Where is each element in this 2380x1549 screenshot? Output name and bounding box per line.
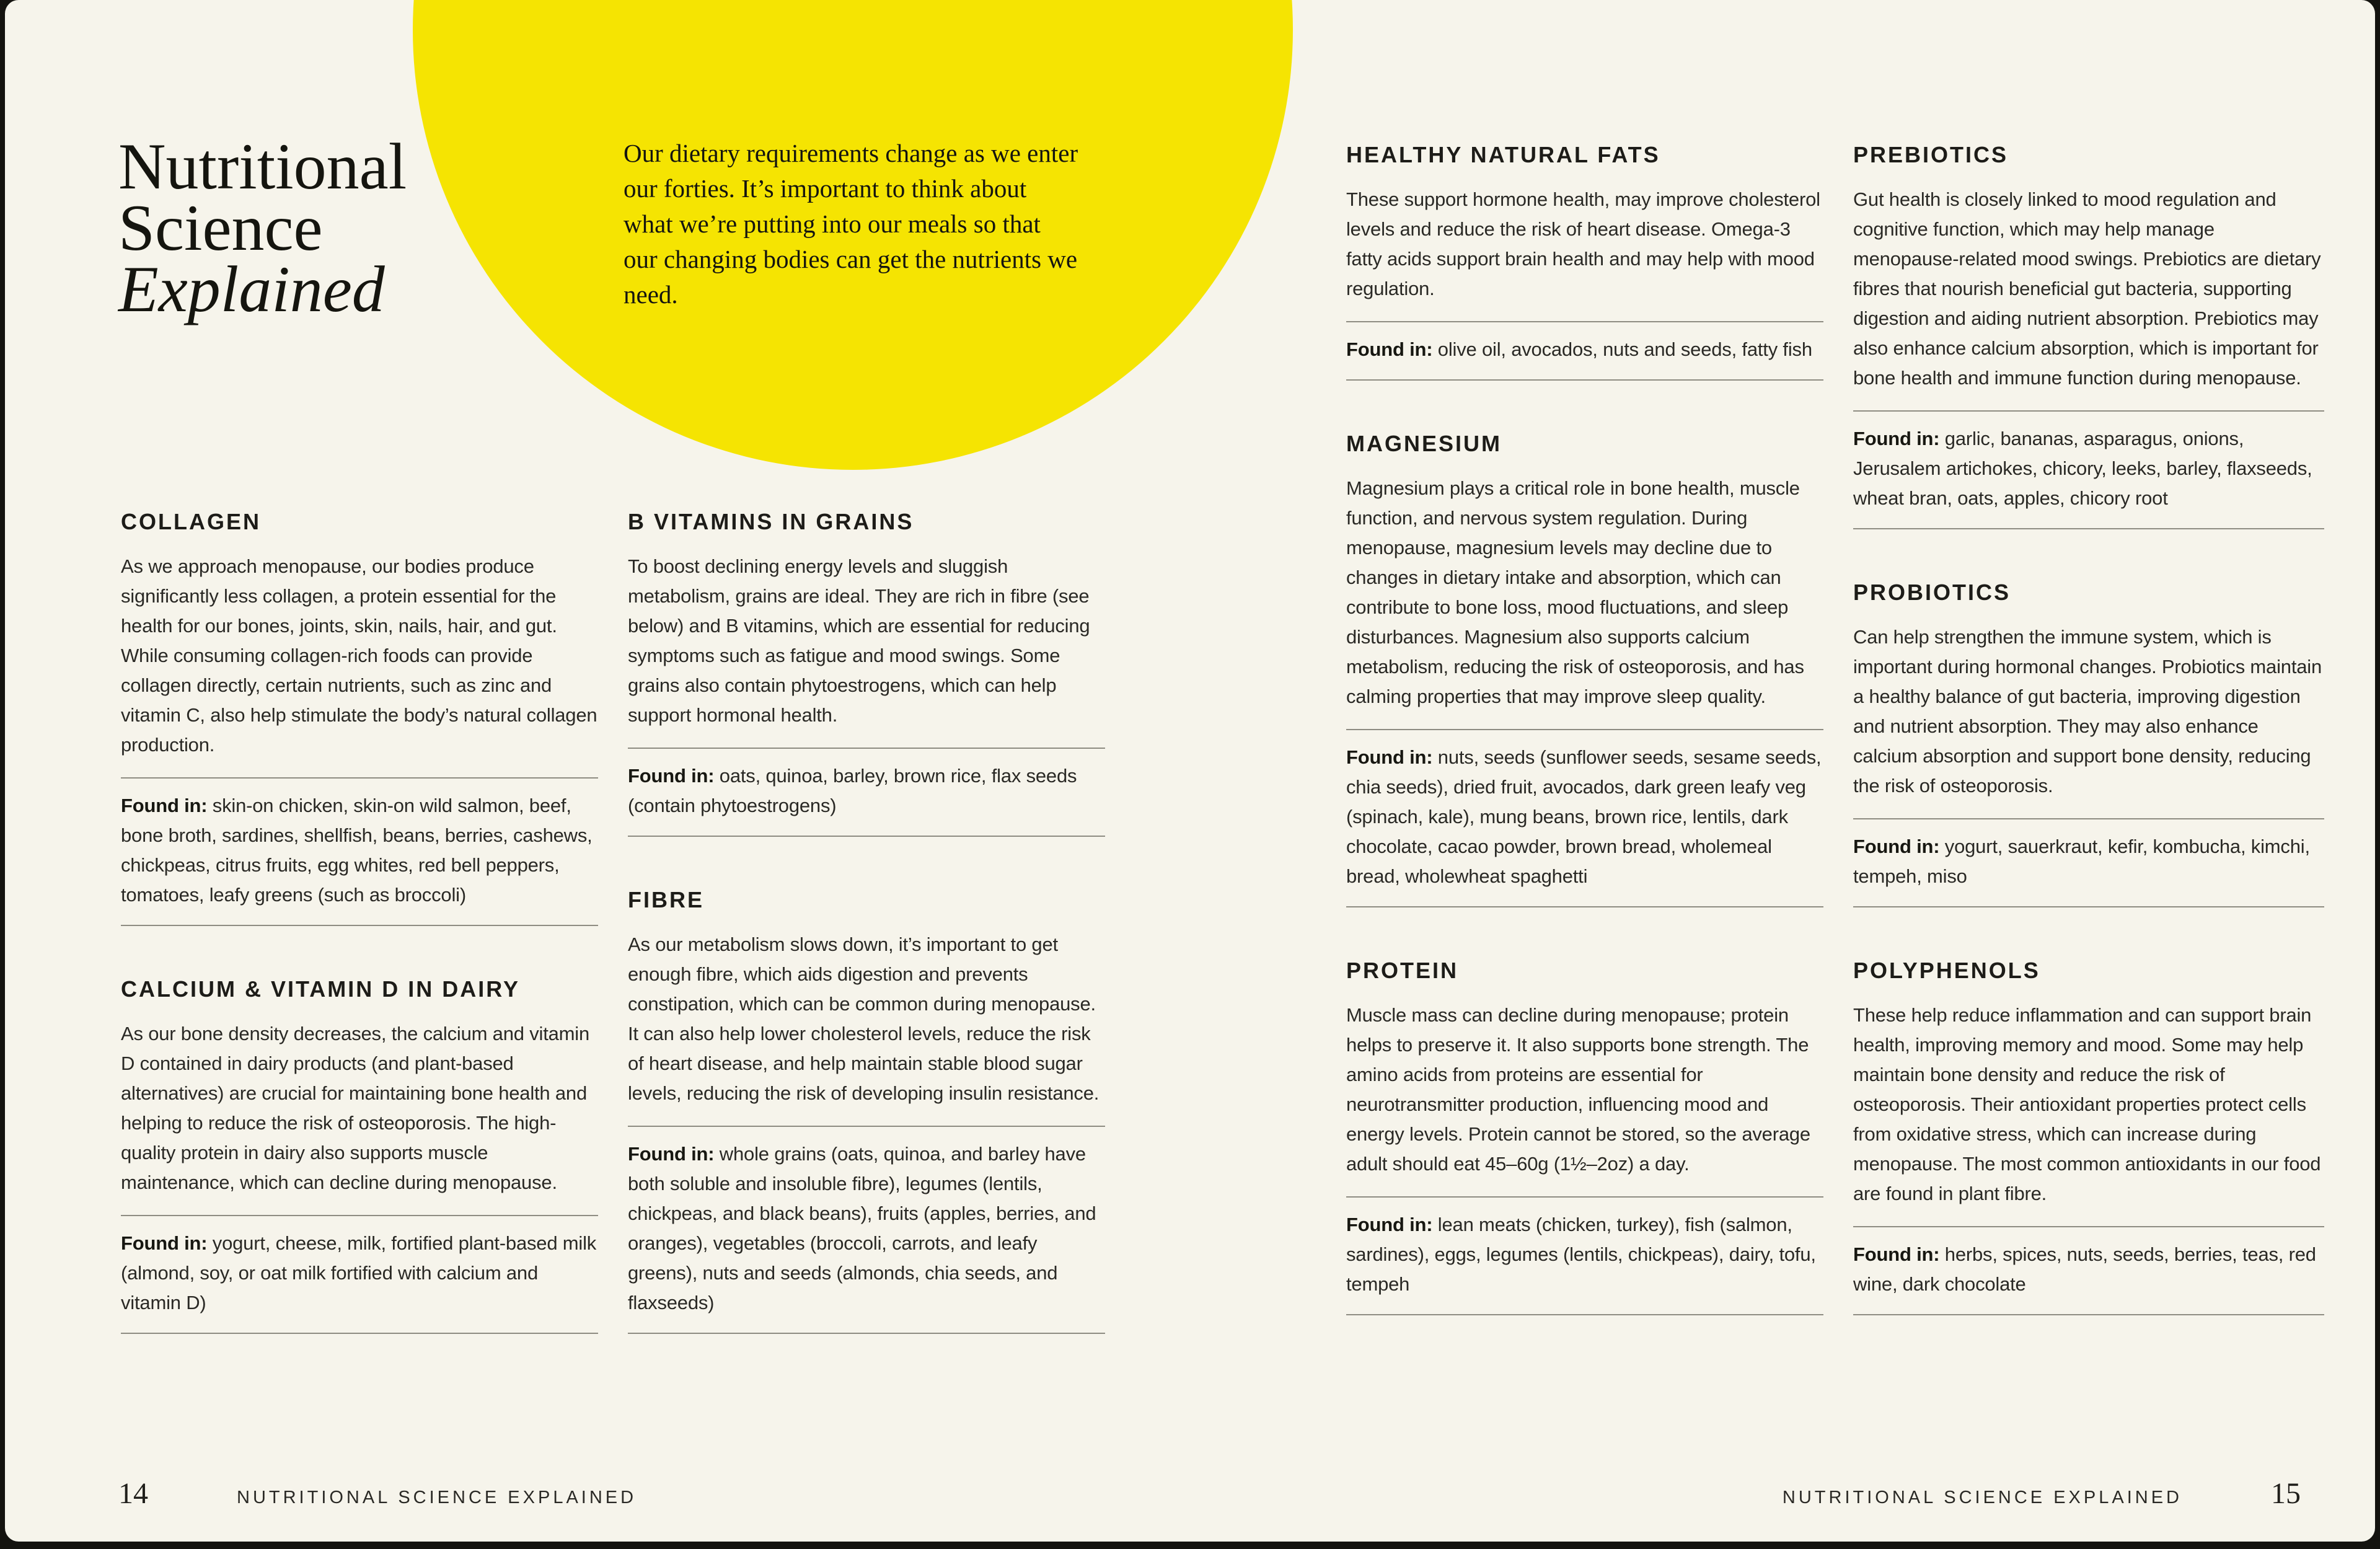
section-body: Gut health is closely linked to mood regulation and cognitive function, which may help manage menopause-related mood swings. Prebiotics are dietary fibres that nourish beneficial gut bacteria, supporting digestion and aiding nutrient absorption. Prebiotics may also enhance calcium absorption, which is important for bone health and immune function during menopause. <box>1853 188 2321 389</box>
left-page-column-1 <box>121 508 598 1384</box>
section-fibre <box>628 886 1105 1334</box>
found-in-label: Found in: <box>1346 1214 1433 1235</box>
section-heading: HEALTHY NATURAL FATS <box>1346 142 1660 167</box>
found-in-label: Found in: <box>628 1143 715 1165</box>
section-body: These help reduce inflammation and can support brain health, improving memory and mood. Some may help maintain bone density and reduce the risk of osteoporosis. Their antioxidant properties protect cells from oxidative stress, which can increase during menopause. The most common antioxidants in our food are found in plant fibre. <box>1853 1004 2321 1204</box>
running-title-right: NUTRITIONAL SCIENCE EXPLAINED <box>1782 1488 2182 1507</box>
section-heading: CALCIUM & VITAMIN D IN DAIRY <box>121 976 520 1002</box>
found-in-block <box>628 748 1105 837</box>
section-heading: FIBRE <box>628 887 704 912</box>
section-body: Magnesium plays a critical role in bone health, muscle function, and nervous system regulation. During menopause, magnesium levels may decline due to changes in dietary intake and absorption, which can contribute to bone loss, mood fluctuations, and sleep disturbances. Magnesium also supports calcium metabolism, reducing the risk of osteoporosis, and has calming properties that may improve sleep quality. <box>1346 477 1804 707</box>
section-heading: COLLAGEN <box>121 509 261 534</box>
found-in-items: whole grains (oats, quinoa, and barley have both soluble and insoluble fibre), legumes (lentils, chickpeas, and black beans), fruits (apples, berries, and oranges), vegetables (broccoli, carrots, and leafy greens), nuts and seeds (almonds, chia seeds, and flaxseeds) <box>628 1143 1096 1313</box>
found-in-items: lean meats (chicken, turkey), fish (salmon, sardines), eggs, legumes (lentils, chickpeas), dairy, tofu, tempeh <box>1346 1214 1816 1295</box>
section-body: To boost declining energy levels and sluggish metabolism, grains are ideal. They are rich in fibre (see below) and B vitamins, which are essential for reducing symptoms such as fatigue and mood swings. Some grains also contain phytoestrogens, which can help support hormonal health. <box>628 555 1090 726</box>
found-in-items: garlic, bananas, asparagus, onions, Jerusalem artichokes, chicory, leeks, barley, flaxseeds, wheat bran, oats, apples, chicory root <box>1853 428 2312 509</box>
left-page-column-2 <box>628 508 1105 1384</box>
found-in-block <box>1346 729 1823 907</box>
page-title-line2: Science <box>118 192 323 265</box>
footer-left <box>118 1476 637 1511</box>
found-in-block <box>1346 1196 1823 1315</box>
footer-right <box>1783 1476 2301 1511</box>
found-in-block <box>1853 410 2324 529</box>
found-in-items: yogurt, cheese, milk, fortified plant-based milk (almond, soy, or oat milk fortified with calcium and vitamin D) <box>121 1232 597 1313</box>
intro-text: Our dietary requirements change as we enter our forties. It’s important to think about what we’re putting into our meals so that our changing bodies can get the nutrients we need. <box>624 139 1078 309</box>
section-magnesium <box>1346 430 1823 907</box>
found-in-block <box>1853 1226 2324 1315</box>
section-polyphenols <box>1853 957 2324 1315</box>
found-in-block <box>121 1215 598 1334</box>
running-title-left: NUTRITIONAL SCIENCE EXPLAINED <box>237 1488 637 1507</box>
found-in-label: Found in: <box>1346 338 1433 360</box>
section-heading: B VITAMINS IN GRAINS <box>628 509 914 534</box>
right-page-column-2 <box>1853 141 2324 1365</box>
book-spread <box>5 0 2375 1542</box>
section-heading: PROTEIN <box>1346 958 1459 983</box>
page-title-line3: Explained <box>118 253 385 326</box>
section-heading: PREBIOTICS <box>1853 142 2009 167</box>
found-in-block <box>1853 818 2324 907</box>
found-in-label: Found in: <box>1853 836 1940 857</box>
found-in-items: herbs, spices, nuts, seeds, berries, teas, red wine, dark chocolate <box>1853 1243 2316 1295</box>
page-number-left: 14 <box>118 1477 148 1510</box>
found-in-block <box>121 777 598 926</box>
found-in-items: yogurt, sauerkraut, kefir, kombucha, kimchi, tempeh, miso <box>1853 836 2310 887</box>
found-in-label: Found in: <box>628 765 715 787</box>
page-title <box>118 130 407 326</box>
section-heading: MAGNESIUM <box>1346 431 1502 456</box>
page-title-line1: Nutritional <box>118 130 407 203</box>
found-in-items: oats, quinoa, barley, brown rice, flax seeds (contain phytoestrogens) <box>628 765 1077 816</box>
found-in-label: Found in: <box>1853 428 1940 449</box>
found-in-label: Found in: <box>121 795 208 816</box>
section-body: As we approach menopause, our bodies produce significantly less collagen, a protein essential for the health for our bones, joints, skin, nails, hair, and gut. While consuming collagen-rich foods can provide collagen directly, certain nutrients, such as zinc and vitamin C, also help stimulate the body’s natural collagen production. <box>121 555 597 756</box>
section-protein <box>1346 957 1823 1315</box>
section-body: Can help strengthen the immune system, which is important during hormonal changes. Probiotics maintain a healthy balance of gut bacteria, improving digestion and nutrient absorption. They may also enhance calcium absorption and support bone density, reducing the risk of osteoporosis. <box>1853 626 2322 797</box>
found-in-block <box>628 1126 1105 1334</box>
section-body: These support hormone health, may improve cholesterol levels and reduce the risk of heart disease. Omega-3 fatty acids support brain health and may help with mood regulation. <box>1346 188 1820 299</box>
found-in-items: olive oil, avocados, nuts and seeds, fatty fish <box>1437 338 1812 360</box>
found-in-block <box>1346 321 1823 381</box>
section-collagen <box>121 508 598 926</box>
found-in-label: Found in: <box>1853 1243 1940 1265</box>
section-heading: PROBIOTICS <box>1853 580 2011 605</box>
section-body: As our metabolism slows down, it’s important to get enough fibre, which aids digestion and prevents constipation, which can be common during menopause. It can also help lower cholesterol levels, reduce the risk of heart disease, and help maintain stable blood sugar levels, reducing the risk of developing insulin resistance. <box>628 933 1100 1104</box>
found-in-label: Found in: <box>1346 746 1433 768</box>
found-in-items: skin-on chicken, skin-on wild salmon, beef, bone broth, sardines, shellfish, beans, berries, cashews, chickpeas, citrus fruits, egg whites, red bell peppers, tomatoes, leafy greens (such as broccoli) <box>121 795 593 906</box>
section-healthy-natural-fats <box>1346 141 1823 381</box>
found-in-label: Found in: <box>121 1232 208 1254</box>
section-prebiotics <box>1853 141 2324 529</box>
section-body: As our bone density decreases, the calcium and vitamin D contained in dairy products (and plant-based alternatives) are crucial for maintaining bone health and helping to reduce the risk of osteoporosis. The high-quality protein in dairy also supports muscle maintenance, which can decline during menopause. <box>121 1023 589 1193</box>
section-probiotics <box>1853 579 2324 907</box>
right-page-column-1 <box>1346 141 1823 1365</box>
section-b-vitamins <box>628 508 1105 837</box>
section-body: Muscle mass can decline during menopause; protein helps to preserve it. It also supports bone strength. The amino acids from proteins are essential for neurotransmitter production, influencing mood and energy levels. Protein cannot be stored, so the average adult should eat 45–60g (1½–2oz) a day. <box>1346 1004 1810 1175</box>
section-calcium-vitamin-d <box>121 976 598 1334</box>
page-number-right: 15 <box>2271 1477 2301 1510</box>
section-heading: POLYPHENOLS <box>1853 958 2040 983</box>
found-in-items: nuts, seeds (sunflower seeds, sesame seeds, chia seeds), dried fruit, avocados, dark green leafy veg (spinach, kale), mung beans, brown rice, lentils, dark chocolate, cacao powder, brown bread, wholemeal bread, wholewheat spaghetti <box>1346 746 1822 887</box>
